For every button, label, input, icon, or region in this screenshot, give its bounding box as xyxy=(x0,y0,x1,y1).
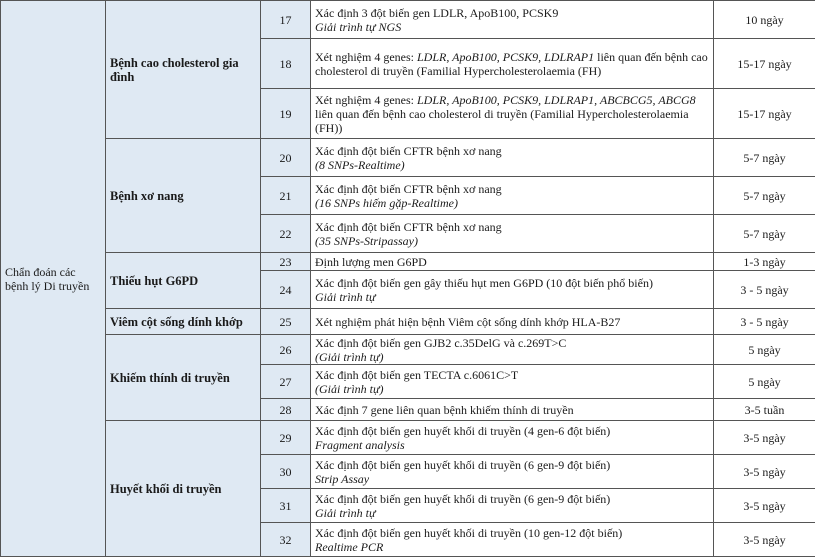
test-description-cell xyxy=(311,215,714,253)
test-number: 32 xyxy=(261,523,311,557)
test-description: Xác định đột biến CFTR bệnh xơ nang xyxy=(315,143,502,158)
turnaround-time: 3 - 5 ngày xyxy=(714,271,815,309)
test-number: 17 xyxy=(261,1,311,39)
test-description-cell xyxy=(311,421,714,455)
turnaround-time: 5-7 ngày xyxy=(714,215,815,253)
gene-list: LDLR, ApoB100, PCSK9, LDLRAP1 xyxy=(416,49,595,64)
test-number: 27 xyxy=(261,365,311,399)
turnaround-time: 3-5 tuần xyxy=(714,399,815,421)
test-description-cell xyxy=(311,89,714,139)
turnaround-time: 3-5 ngày xyxy=(714,421,815,455)
test-description-prefix: Xét nghiệm 4 genes: xyxy=(315,92,417,107)
test-description-cell xyxy=(311,253,714,271)
test-description-cell xyxy=(311,523,714,557)
test-number: 25 xyxy=(261,309,311,335)
test-description: Xác định đột biến gen huyết khối di truyền (4 gen-6 đột biến) xyxy=(315,423,611,438)
test-number: 26 xyxy=(261,335,311,365)
test-description: Xác định 3 đột biến gen LDLR, ApoB100, PCSK9 xyxy=(315,5,559,20)
test-method: (Giải trình tự) xyxy=(315,381,384,396)
test-method: Strip Assay xyxy=(315,471,370,486)
test-description-suffix: liên quan đến bệnh cao cholesterol di truyền (Familial Hypercholesterolaemia (FH)) xyxy=(315,106,689,135)
test-number: 31 xyxy=(261,489,311,523)
turnaround-time: 5-7 ngày xyxy=(714,177,815,215)
turnaround-time: 15-17 ngày xyxy=(714,39,815,89)
test-description-cell xyxy=(311,177,714,215)
test-description-suffix: liên quan đến bệnh cao cholesterol di truyền (Familial Hypercholesterolaemia (FH) xyxy=(315,49,708,78)
turnaround-time: 3-5 ngày xyxy=(714,455,815,489)
test-description: Xác định đột biến gen GJB2 c.35DelG và c.269T>C xyxy=(315,335,567,350)
test-number: 18 xyxy=(261,39,311,89)
test-description xyxy=(315,93,709,135)
turnaround-time: 3 - 5 ngày xyxy=(714,309,815,335)
test-number: 20 xyxy=(261,139,311,177)
test-method: (35 SNPs-Stripassay) xyxy=(315,233,418,248)
table-row xyxy=(1,335,815,365)
table-row xyxy=(1,1,815,39)
table-row xyxy=(1,139,815,177)
test-description: Xác định đột biến gen huyết khối di truyền (6 gen-9 đột biến) xyxy=(315,491,611,506)
disease-cell: Khiếm thính di truyền xyxy=(106,335,261,421)
turnaround-time: 5-7 ngày xyxy=(714,139,815,177)
turnaround-time: 3-5 ngày xyxy=(714,523,815,557)
test-number: 28 xyxy=(261,399,311,421)
gene-list: LDLR, ApoB100, PCSK9, LDLRAP1, ABCBCG5, ABCG8 xyxy=(416,92,696,107)
disease-cell: Bệnh cao cholesterol gia đình xyxy=(106,1,261,139)
disease-cell: Thiếu hụt G6PD xyxy=(106,253,261,309)
test-description-cell xyxy=(311,365,714,399)
category-label-line1: Chẩn đoán các xyxy=(5,264,76,279)
test-description: Xét nghiệm phát hiện bệnh Viêm cột sống dính khớp HLA-B27 xyxy=(315,314,621,329)
category-cell xyxy=(1,1,106,557)
test-number: 19 xyxy=(261,89,311,139)
table-row xyxy=(1,309,815,335)
disease-cell: Huyết khối di truyền xyxy=(106,421,261,557)
test-description: Xác định đột biến gen huyết khối di truyền (6 gen-9 đột biến) xyxy=(315,457,611,472)
test-description-cell xyxy=(311,335,714,365)
test-method: (Giải trình tự) xyxy=(315,349,384,364)
test-description: Xác định đột biến gen gây thiếu hụt men G6PD (10 đột biến phổ biến) xyxy=(315,275,653,290)
table-body xyxy=(1,1,815,557)
test-method: Giải trình tự xyxy=(315,289,376,304)
test-description-prefix: Xét nghiệm 4 genes: xyxy=(315,49,417,64)
table-row xyxy=(1,253,815,271)
test-description: Xác định đột biến gen TECTA c.6061C>T xyxy=(315,367,519,382)
test-method: (8 SNPs-Realtime) xyxy=(315,157,405,172)
test-description: Xác định đột biến gen huyết khối di truyền (10 gen-12 đột biến) xyxy=(315,525,623,540)
table-row xyxy=(1,421,815,455)
test-description xyxy=(315,50,709,78)
test-description-cell xyxy=(311,1,714,39)
turnaround-time: 10 ngày xyxy=(714,1,815,39)
test-number: 21 xyxy=(261,177,311,215)
turnaround-time: 5 ngày xyxy=(714,365,815,399)
test-method: Realtime PCR xyxy=(315,539,384,554)
test-number: 24 xyxy=(261,271,311,309)
test-description: Xác định 7 gene liên quan bệnh khiếm thính di truyền xyxy=(315,402,574,417)
category-label-line2: bệnh lý Di truyền xyxy=(5,278,90,293)
disease-cell: Bệnh xơ nang xyxy=(106,139,261,253)
turnaround-time: 5 ngày xyxy=(714,335,815,365)
test-number: 29 xyxy=(261,421,311,455)
turnaround-time: 1-3 ngày xyxy=(714,253,815,271)
test-description-cell xyxy=(311,455,714,489)
test-description-cell xyxy=(311,309,714,335)
test-description: Xác định đột biến CFTR bệnh xơ nang xyxy=(315,219,502,234)
test-description: Định lượng men G6PD xyxy=(315,254,427,269)
test-description-cell xyxy=(311,399,714,421)
turnaround-time: 3-5 ngày xyxy=(714,489,815,523)
test-method: Giải trình tự xyxy=(315,505,376,520)
test-description: Xác định đột biến CFTR bệnh xơ nang xyxy=(315,181,502,196)
test-number: 23 xyxy=(261,253,311,271)
test-method: (16 SNPs hiếm gặp-Realtime) xyxy=(315,195,458,210)
test-description-cell xyxy=(311,489,714,523)
test-number: 22 xyxy=(261,215,311,253)
test-description-cell xyxy=(311,139,714,177)
test-description-cell xyxy=(311,271,714,309)
test-method: Giải trình tự NGS xyxy=(315,19,402,34)
test-description-cell xyxy=(311,39,714,89)
test-number: 30 xyxy=(261,455,311,489)
test-method: Fragment analysis xyxy=(315,437,405,452)
disease-cell: Viêm cột sống dính khớp xyxy=(106,309,261,335)
turnaround-time: 15-17 ngày xyxy=(714,89,815,139)
